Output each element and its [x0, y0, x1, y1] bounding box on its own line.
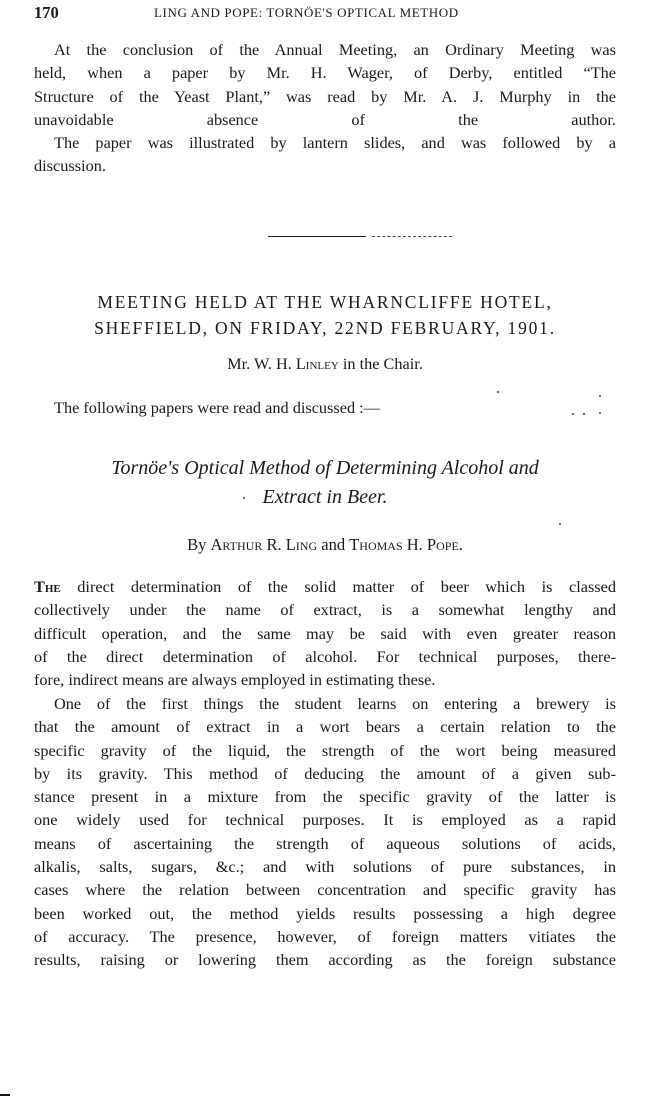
running-title: LING AND POPE: TORNÖE'S OPTICAL METHOD	[154, 5, 459, 20]
intro-paragraph-1	[34, 38, 616, 131]
text-line: by its gravity. This method of deducing the amount of a given sub-	[34, 763, 616, 783]
article-title	[34, 454, 616, 512]
text-line: At the conclusion of the Annual Meeting, an Ordinary Meeting was	[54, 40, 616, 59]
text-line: difficult operation, and the same may be said with even greater reason	[34, 623, 616, 643]
text-line: of the direct determination of alcohol. For technical purposes, there-	[34, 646, 616, 666]
page-header	[34, 3, 616, 25]
papers-read-line: The following papers were read and discussed :—	[54, 398, 380, 417]
text-line: discussion.	[34, 156, 106, 176]
speck	[572, 413, 574, 415]
speck	[497, 391, 499, 393]
meeting-heading-line-2: SHEFFIELD, ON FRIDAY, 22ND FEBRUARY, 1901.	[94, 318, 556, 338]
text-line: means of ascertaining the strength of aqueous solutions of acids,	[34, 833, 616, 853]
chair-name: Linley	[295, 354, 339, 373]
text-line: results, raising or lowering them according as the foreign substance	[34, 950, 616, 970]
speck	[599, 395, 601, 397]
intro-paragraph-2-wrap	[34, 131, 616, 178]
text-line: The paper was illustrated by lantern slides, and was followed by a	[54, 133, 616, 152]
meeting-heading-line-1: MEETING HELD AT THE WHARNCLIFFE HOTEL,	[97, 292, 553, 312]
author-2: Thomas H. Pope.	[349, 535, 463, 554]
section-divider-dashed	[372, 236, 452, 237]
byline-and: and	[317, 535, 350, 554]
section-divider	[268, 236, 366, 237]
speck	[599, 412, 601, 414]
text-line: that the amount of extract in a wort bears a certain relation to the	[34, 717, 616, 737]
text-line: of accuracy. The presence, however, of foreign matters vitiates the	[34, 926, 616, 946]
chair-line	[34, 354, 616, 374]
author-1: Arthur R. Ling	[210, 535, 318, 554]
page-number: 170	[34, 3, 59, 22]
speck	[559, 523, 561, 525]
article-byline	[34, 535, 616, 555]
meeting-heading	[34, 289, 616, 341]
text-line: One of the first things the student learns on entering a brewery is	[54, 694, 616, 713]
lead-word: The	[34, 577, 61, 596]
text-line: stance present in a mixture from the specific gravity of the latter is	[34, 787, 616, 807]
text-line: alkalis, salts, sugars, &c.; and with solutions of pure substances, in	[34, 857, 616, 877]
speck	[583, 413, 585, 415]
text-line: held, when a paper by Mr. H. Wager, of Derby, entitled “The	[34, 63, 616, 83]
text-line: fore, indirect means are always employed in estimating these.	[34, 670, 436, 690]
chair-suffix: in the Chair.	[338, 354, 423, 373]
text-line: been worked out, the method yields results possessing a high degree	[34, 903, 616, 923]
article-title-line-1: Tornöe's Optical Method of Determining Alcohol and	[111, 457, 539, 479]
text-line: unavoidable absence of the author.	[34, 109, 616, 129]
article-paragraph-1	[34, 575, 616, 691]
text-fragment: direct determination of the solid matter of beer which is classed	[60, 577, 616, 596]
text-line: collectively under the name of extract, is a somewhat lengthy and	[34, 600, 616, 620]
article-title-line-2: Extract in Beer.	[262, 486, 388, 508]
byline-by: By	[187, 535, 211, 554]
chair-prefix: Mr. W. H.	[227, 354, 296, 373]
text-line: one widely used for technical purposes. It is employed as a rapid	[34, 810, 616, 830]
text-line	[34, 575, 616, 598]
scan-edge-mark	[0, 1094, 10, 1096]
text-line: Structure of the Yeast Plant,” was read by Mr. A. J. Murphy in the	[34, 86, 616, 106]
text-line: cases where the relation between concentration and specific gravity has	[34, 880, 616, 900]
article-paragraph-2	[34, 692, 616, 972]
text-line: specific gravity of the liquid, the strength of the wort being measured	[34, 740, 616, 760]
